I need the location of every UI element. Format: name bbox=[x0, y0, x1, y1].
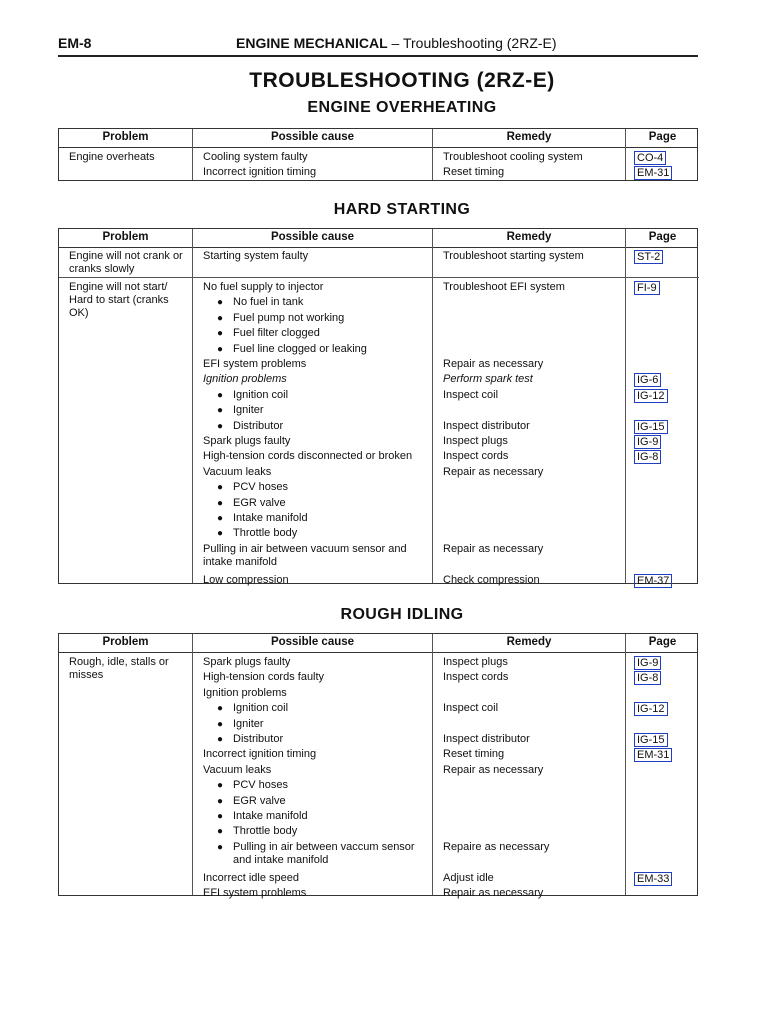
cause-cell: High-tension cords disconnected or broken bbox=[203, 450, 413, 463]
overheating-table bbox=[58, 128, 698, 181]
cause-cell: Spark plugs faulty bbox=[203, 435, 291, 447]
cause-cell: Ignition problems bbox=[203, 686, 287, 699]
remedy-cell: Reset timing bbox=[443, 748, 505, 761]
cause-text: EGR valve bbox=[233, 794, 286, 807]
cause-text: Fuel filter clogged bbox=[233, 327, 320, 340]
section-title-hard-starting: HARD STARTING bbox=[333, 201, 471, 218]
cause-cell: No fuel supply to injector bbox=[203, 281, 324, 293]
bullet-icon: ● bbox=[217, 420, 224, 432]
cause-cell: Cooling system faulty bbox=[203, 151, 308, 163]
cause-cell: Incorrect ignition timing bbox=[203, 748, 317, 761]
cause-cell: Low compression bbox=[203, 573, 289, 586]
page-reference-link[interactable]: EM-31 bbox=[634, 166, 672, 180]
problem-cell: Engine will not crank or cranks slowly bbox=[69, 250, 183, 275]
problem-cell: Engine overheats bbox=[69, 151, 155, 163]
bullet-icon: ● bbox=[217, 811, 224, 822]
col-problem: Problem bbox=[102, 231, 149, 243]
page-reference-link[interactable]: FI-9 bbox=[634, 281, 660, 295]
col-problem: Problem bbox=[102, 636, 149, 648]
cause-cell: High-tension cords faulty bbox=[203, 671, 325, 684]
cause-text: Distributor bbox=[233, 733, 284, 745]
cause-text: Fuel line clogged or leaking bbox=[233, 342, 367, 355]
remedy-cell: Inspect coil bbox=[443, 702, 499, 715]
col-remedy: Remedy bbox=[506, 636, 552, 648]
bullet-icon: ● bbox=[217, 734, 224, 745]
remedy-cell: Inspect distributor bbox=[443, 733, 530, 745]
page-reference-link[interactable]: CO-4 bbox=[634, 151, 666, 165]
page-number: EM-8 bbox=[58, 35, 92, 51]
page-reference-link[interactable]: IG-12 bbox=[634, 702, 668, 716]
col-page: Page bbox=[648, 636, 677, 648]
cause-cell: Vacuum leaks bbox=[203, 763, 272, 776]
header-section-rest: – Troubleshooting (2RZ-E) bbox=[387, 35, 557, 51]
col-page: Page bbox=[648, 231, 677, 243]
remedy-cell: Repair as necessary bbox=[443, 763, 544, 776]
cause-text: Intake manifold bbox=[233, 512, 308, 524]
header-section-bold: ENGINE MECHANICAL bbox=[236, 35, 388, 51]
remedy-cell: Repaire as necessary bbox=[443, 840, 550, 853]
page-reference-link[interactable]: IG-15 bbox=[634, 420, 668, 434]
hard-starting-table bbox=[58, 228, 698, 587]
col-divider bbox=[625, 229, 626, 583]
problem-cell: Rough, idle, stalls or misses bbox=[69, 656, 169, 681]
cause-text: Igniter bbox=[233, 404, 264, 417]
cause-text: No fuel in tank bbox=[233, 296, 304, 309]
cause-cell: Incorrect idle speed bbox=[203, 871, 299, 884]
bullet-icon: ● bbox=[217, 297, 224, 309]
col-remedy: Remedy bbox=[506, 231, 552, 243]
remedy-cell: Adjust idle bbox=[443, 871, 494, 884]
bullet-icon: ● bbox=[217, 328, 224, 340]
col-divider bbox=[192, 634, 193, 895]
bullet-icon: ● bbox=[217, 497, 224, 509]
col-cause: Possible cause bbox=[270, 231, 355, 243]
header-rule bbox=[58, 55, 698, 57]
bullet-icon: ● bbox=[217, 513, 224, 524]
remedy-cell: Inspect plugs bbox=[443, 656, 508, 668]
section-title-overheating: ENGINE OVERHEATING bbox=[307, 99, 497, 116]
bullet-icon: ● bbox=[217, 718, 224, 730]
remedy-cell: Inspect cords bbox=[443, 450, 509, 463]
cause-text: Igniter bbox=[233, 717, 264, 730]
cause-text: EGR valve bbox=[233, 496, 286, 509]
col-remedy: Remedy bbox=[506, 131, 552, 143]
cause-text: Intake manifold bbox=[233, 810, 308, 822]
cause-cell: Ignition problems bbox=[203, 373, 287, 386]
col-divider bbox=[625, 634, 626, 895]
page-reference-link[interactable]: IG-12 bbox=[634, 389, 668, 403]
cause-text: PCV hoses bbox=[233, 779, 289, 792]
remedy-cell: Reset timing bbox=[443, 166, 505, 179]
col-divider bbox=[432, 229, 433, 583]
col-divider bbox=[192, 129, 193, 180]
remedy-cell: Inspect plugs bbox=[443, 435, 508, 447]
bullet-icon: ● bbox=[217, 780, 224, 792]
col-divider bbox=[625, 129, 626, 180]
bullet-icon: ● bbox=[217, 405, 224, 417]
bullet-icon: ● bbox=[217, 312, 224, 324]
page-title: TROUBLESHOOTING (2RZ-E) bbox=[249, 69, 555, 92]
bullet-icon: ● bbox=[217, 826, 224, 838]
table-header bbox=[59, 129, 697, 148]
bullet-icon: ● bbox=[217, 841, 224, 853]
cause-cell: Pulling in air between vacuum sensor and intake manifold bbox=[203, 542, 407, 568]
col-problem: Problem bbox=[102, 131, 149, 143]
bullet-icon: ● bbox=[217, 343, 224, 355]
remedy-cell: Inspect distributor bbox=[443, 419, 530, 432]
cause-cell: Vacuum leaks bbox=[203, 465, 272, 478]
cause-text: Pulling in air between vaccum sensor and intake manifold bbox=[233, 840, 415, 866]
cause-cell: EFI system problems bbox=[203, 358, 307, 370]
cause-cell: Incorrect ignition timing bbox=[203, 166, 317, 179]
page-reference-link[interactable]: IG-9 bbox=[634, 656, 661, 670]
cause-cell: EFI system problems bbox=[203, 887, 307, 899]
remedy-cell: Repair as necessary bbox=[443, 465, 544, 478]
col-cause: Possible cause bbox=[270, 636, 355, 648]
page-reference-link[interactable]: IG-15 bbox=[634, 733, 668, 747]
page-reference-link[interactable]: ST-2 bbox=[634, 250, 663, 264]
bullet-icon: ● bbox=[217, 795, 224, 807]
remedy-cell: Troubleshoot cooling system bbox=[443, 151, 583, 163]
remedy-cell: Perform spark test bbox=[443, 373, 533, 386]
remedy-cell: Troubleshoot starting system bbox=[443, 250, 584, 262]
page-reference-link[interactable]: IG-8 bbox=[634, 671, 661, 685]
col-divider bbox=[432, 129, 433, 180]
cause-text: PCV hoses bbox=[233, 481, 289, 494]
page-header bbox=[58, 32, 698, 54]
cause-text: Ignition coil bbox=[233, 388, 289, 401]
bullet-icon: ● bbox=[217, 528, 224, 540]
remedy-cell: Inspect cords bbox=[443, 671, 509, 684]
cause-text: Throttle body bbox=[233, 825, 298, 838]
col-cause: Possible cause bbox=[270, 131, 355, 143]
bullet-icon: ● bbox=[217, 482, 224, 494]
remedy-cell: Inspect coil bbox=[443, 388, 499, 401]
page-reference-link[interactable]: IG-9 bbox=[634, 435, 661, 449]
cause-text: Ignition coil bbox=[233, 702, 289, 715]
rough-idling-table bbox=[58, 633, 698, 899]
cause-text: Fuel pump not working bbox=[233, 311, 345, 324]
cause-text: Throttle body bbox=[233, 527, 298, 540]
bullet-icon: ● bbox=[217, 389, 224, 401]
table-header bbox=[59, 229, 697, 248]
col-page: Page bbox=[648, 131, 677, 143]
remedy-cell: Repair as necessary bbox=[443, 887, 544, 899]
bullet-icon: ● bbox=[217, 703, 224, 715]
cause-text: Distributor bbox=[233, 419, 284, 432]
page-reference-link[interactable]: EM-31 bbox=[634, 748, 672, 762]
header-section-title bbox=[236, 35, 557, 51]
remedy-cell: Repair as necessary bbox=[443, 542, 544, 555]
page-reference-link[interactable]: IG-6 bbox=[634, 373, 661, 387]
page-reference-link[interactable]: EM-33 bbox=[634, 872, 672, 886]
page-reference-link[interactable]: IG-8 bbox=[634, 450, 661, 464]
cause-cell: Spark plugs faulty bbox=[203, 656, 291, 668]
remedy-cell: Check compression bbox=[443, 573, 540, 586]
cause-cell: Starting system faulty bbox=[203, 250, 309, 262]
page-reference-link[interactable]: EM-37 bbox=[634, 574, 672, 588]
section-title-rough-idling: ROUGH IDLING bbox=[340, 606, 464, 623]
remedy-cell: Troubleshoot EFI system bbox=[443, 281, 565, 293]
problem-cell: Engine will not start/ Hard to start (cranks OK) bbox=[69, 281, 169, 319]
remedy-cell: Repair as necessary bbox=[443, 358, 544, 370]
col-divider bbox=[192, 229, 193, 583]
row-divider bbox=[59, 277, 699, 278]
table-header bbox=[59, 634, 697, 653]
